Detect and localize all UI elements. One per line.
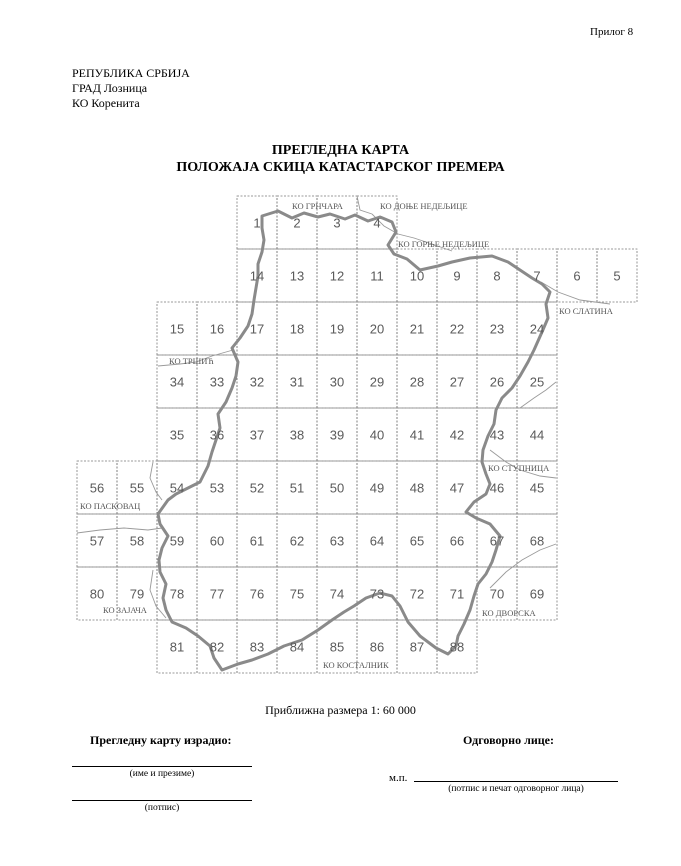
neighbour-stupnica: КО СТУПНИЦА	[488, 463, 550, 473]
annex-label: Прилог 8	[590, 26, 634, 38]
sheet-number: 44	[529, 427, 545, 443]
neighbour-grnchara: КО ГРНЧАРА	[292, 201, 343, 211]
sheet-number: 73	[369, 586, 385, 602]
sheet-number: 8	[493, 268, 501, 284]
scale-note: Приближна размера 1: 60 000	[265, 703, 416, 717]
sheet-number: 39	[329, 427, 345, 443]
sheet-number: 26	[489, 374, 505, 390]
sheet-number: 49	[369, 480, 385, 496]
sheet-number: 78	[169, 586, 185, 602]
sheet-number: 82	[209, 639, 225, 655]
sheet-number: 42	[449, 427, 465, 443]
border-paskovac-north	[150, 462, 162, 500]
sheet-number: 81	[169, 639, 185, 655]
sheet-number: 13	[289, 268, 305, 284]
sheet-number: 27	[449, 374, 465, 390]
sheet-number: 37	[249, 427, 265, 443]
border-dvorska	[490, 544, 556, 588]
sheet-number: 32	[249, 374, 265, 390]
sheet-number: 18	[289, 321, 305, 337]
sheet-number: 10	[409, 268, 425, 284]
sheet-number: 28	[409, 374, 425, 390]
sheet-number: 57	[89, 533, 105, 549]
neighbour-slatina: КО СЛАТИНА	[559, 306, 613, 316]
sheet-number: 87	[409, 639, 425, 655]
sheet-number: 11	[370, 268, 384, 284]
sheet-number: 43	[489, 427, 505, 443]
responsible-person-label: Одговорно лице:	[463, 733, 554, 747]
sheet-number: 35	[169, 427, 185, 443]
sheet-number: 68	[529, 533, 545, 549]
sheet-number: 23	[489, 321, 505, 337]
sheet-number: 54	[169, 480, 185, 496]
sheet-number: 20	[369, 321, 385, 337]
sheet-number: 66	[449, 533, 465, 549]
sheet-number: 38	[289, 427, 305, 443]
title-line-2: ПОЛОЖАЈА СКИЦА КАТАСТАРСКОГ ПРЕМЕРА	[176, 160, 505, 175]
sheet-number: 69	[529, 586, 545, 602]
made-by-label: Прегледну карту израдио:	[90, 733, 232, 747]
sheet-number: 21	[409, 321, 425, 337]
sheet-number: 67	[489, 533, 505, 549]
sheet-number: 55	[129, 480, 145, 496]
sheet-number: 17	[249, 321, 265, 337]
sheet-number: 14	[249, 268, 265, 284]
sheet-number: 29	[369, 374, 385, 390]
signature-caption: (потпис)	[144, 803, 180, 813]
sheet-number: 84	[289, 639, 305, 655]
municipality-name: КО Коренита	[72, 96, 140, 110]
name-line	[72, 766, 252, 767]
sheet-number: 80	[89, 586, 105, 602]
sheet-number: 24	[529, 321, 545, 337]
neighbour-donje-nedeljice: КО ДОЊЕ НЕДЕЉИЦЕ	[380, 201, 468, 211]
sheet-number: 2	[293, 215, 301, 231]
sheet-number: 36	[209, 427, 225, 443]
sheet-number: 60	[209, 533, 225, 549]
stamp-line	[414, 781, 618, 782]
sheet-number: 3	[333, 215, 341, 231]
sheet-number: 59	[169, 533, 185, 549]
sheet-number: 41	[409, 427, 425, 443]
sheet-number: 1	[253, 215, 261, 231]
sheet-number: 88	[449, 639, 465, 655]
sheet-number: 15	[169, 321, 185, 337]
sheet-number: 72	[409, 586, 425, 602]
sheet-number: 56	[89, 480, 105, 496]
sheet-number: 64	[369, 533, 385, 549]
sheet-number: 86	[369, 639, 385, 655]
sheet-number: 31	[289, 374, 305, 390]
neighbour-zajacha: КО ЗАЈАЧА	[103, 605, 147, 615]
sheet-number: 4	[373, 215, 381, 231]
sheet-number: 50	[329, 480, 345, 496]
sheet-number: 76	[249, 586, 265, 602]
sheet-number: 52	[249, 480, 265, 496]
sheet-number: 48	[409, 480, 425, 496]
sheet-number: 45	[529, 480, 545, 496]
border-grnchara-donje	[357, 196, 372, 214]
sheet-number: 7	[533, 268, 541, 284]
sheet-number: 79	[129, 586, 145, 602]
sheet-number: 33	[209, 374, 225, 390]
neighbour-trshic: КО ТРШИЋ	[169, 356, 214, 366]
sheet-number: 65	[409, 533, 425, 549]
sheet-number: 74	[329, 586, 345, 602]
sheet-number: 63	[329, 533, 345, 549]
sheet-number: 53	[209, 480, 225, 496]
sheet-number: 16	[209, 321, 225, 337]
city-name: ГРАД Лозница	[72, 81, 148, 95]
neighbour-gornje-nedeljice: КО ГОРЊЕ НЕДЕЉИЦЕ	[398, 239, 490, 249]
sheet-number: 22	[449, 321, 465, 337]
sheet-number: 9	[453, 268, 461, 284]
sheet-number: 5	[613, 268, 621, 284]
sheet-number: 12	[329, 268, 345, 284]
sheet-number: 58	[129, 533, 145, 549]
neighbour-dvorska: КО ДВОРСКА	[482, 608, 536, 618]
border-gornje-slatina	[541, 282, 610, 304]
sheet-number: 71	[449, 586, 465, 602]
sheet-numbers	[90, 216, 621, 655]
name-caption: (име и презиме)	[129, 769, 195, 779]
sheet-number: 70	[489, 586, 505, 602]
sheet-number: 6	[573, 268, 581, 284]
sheet-number: 46	[489, 480, 505, 496]
seal-mark: м.п.	[389, 772, 408, 784]
title-line-1: ПРЕГЛЕДНА КАРТА	[271, 143, 410, 158]
border-paskovac-zajacha	[77, 528, 162, 533]
republic-name: РЕПУБЛИКА СРБИЈА	[72, 66, 190, 80]
sheet-number: 75	[289, 586, 305, 602]
sheet-number: 34	[169, 374, 185, 390]
stamp-caption: (потпис и печат одговорног лица)	[448, 784, 584, 794]
sheet-number: 25	[529, 374, 545, 390]
sheet-number: 47	[449, 480, 465, 496]
sheet-number: 51	[289, 480, 305, 496]
sheet-number: 30	[329, 374, 345, 390]
signature-line	[72, 800, 252, 801]
sheet-number: 85	[329, 639, 345, 655]
sheet-number: 83	[249, 639, 265, 655]
neighbour-paskovac: КО ПАСКОВАЦ	[80, 501, 141, 511]
sheet-number: 19	[329, 321, 345, 337]
neighbour-kostalnik: КО КОСТАЛНИК	[323, 660, 389, 670]
sheet-number: 77	[209, 586, 225, 602]
sheet-number: 40	[369, 427, 385, 443]
sheet-grid	[77, 196, 637, 673]
sheet-number: 61	[249, 533, 265, 549]
sheet-number: 62	[289, 533, 305, 549]
